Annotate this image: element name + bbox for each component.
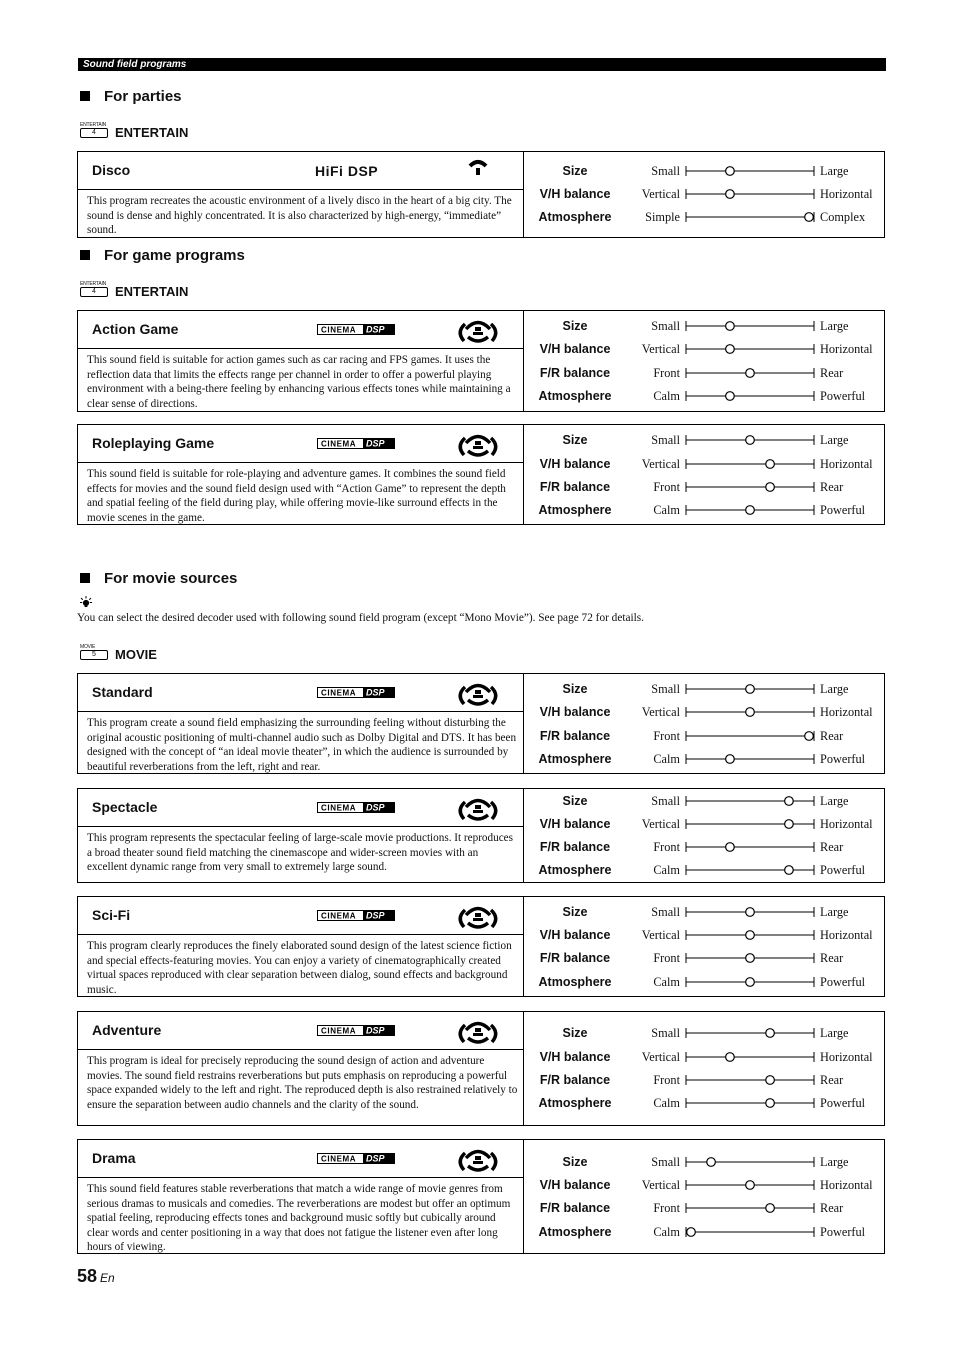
svg-text:CINEMA: CINEMA xyxy=(321,1026,357,1036)
parameter-row xyxy=(524,363,886,383)
scale-high-label: Rear xyxy=(820,480,844,494)
parameter-row xyxy=(524,207,886,227)
scale-high-label: Large xyxy=(820,1026,849,1040)
scale-high-label: Powerful xyxy=(820,1096,866,1110)
slider-knob xyxy=(766,1099,775,1108)
parameter-label: Size xyxy=(562,164,588,178)
slider-scale xyxy=(684,389,816,403)
program-info xyxy=(78,1140,524,1253)
scale-low-label: Vertical xyxy=(641,705,680,719)
slider-knob xyxy=(746,954,755,963)
scale-high-label: Large xyxy=(820,433,849,447)
scale-high-label: Rear xyxy=(820,729,844,743)
slider-knob xyxy=(785,820,794,829)
parameter-label: V/H balance xyxy=(539,1050,611,1064)
slider-scale xyxy=(684,1073,816,1087)
svg-text:DSP: DSP xyxy=(366,1025,385,1036)
program-info xyxy=(78,789,524,882)
scale-low-label: Vertical xyxy=(641,187,680,201)
svg-text:DSP: DSP xyxy=(366,438,385,449)
parameter-label: Size xyxy=(562,1155,588,1169)
slider-knob xyxy=(805,732,814,741)
parameter-row xyxy=(524,386,886,406)
program-title: Adventure xyxy=(92,1022,162,1038)
slider-scale xyxy=(684,1155,816,1169)
scale-low-label: Vertical xyxy=(641,1178,680,1192)
slider-knob xyxy=(726,167,735,176)
parameter-label: Atmosphere xyxy=(538,975,612,989)
parameter-row xyxy=(524,948,886,968)
parameter-label: Size xyxy=(562,433,588,447)
slider-scale xyxy=(684,164,816,178)
program-title: Drama xyxy=(92,1150,136,1166)
mode-key-icon: 4 xyxy=(80,287,108,297)
slider-scale xyxy=(684,705,816,719)
parameter-label: V/H balance xyxy=(539,928,611,942)
mode-small-label: ENTERTAIN xyxy=(80,281,107,287)
parameter-label: F/R balance xyxy=(539,1073,611,1087)
slider-scale xyxy=(684,503,816,517)
program-title-row xyxy=(78,1140,523,1178)
mode-key-icon: 5 xyxy=(80,650,108,660)
parameter-row xyxy=(524,702,886,722)
scale-low-label: Small xyxy=(651,905,680,919)
mode-small-label: ENTERTAIN xyxy=(80,122,107,128)
slider-knob xyxy=(766,1076,775,1085)
scale-high-label: Large xyxy=(820,1155,849,1169)
slider-scale xyxy=(684,1050,816,1064)
parameter-row xyxy=(524,791,886,811)
mode-name: ENTERTAIN xyxy=(115,125,189,140)
scale-high-label: Powerful xyxy=(820,975,866,989)
parameter-label: Atmosphere xyxy=(538,389,612,403)
program-info xyxy=(78,674,524,773)
program-title-row xyxy=(78,674,523,712)
program-description: This program represents the spectacular feeling of large-scale movie productions. It reproduces a broad theater sound field matching the cinemascope and wider-screen movies with an excellent dynamic range from very small to extremely large sound. xyxy=(87,832,513,874)
parameter-row xyxy=(524,860,886,880)
cinema-dsp-logo xyxy=(317,687,395,698)
slider-scale xyxy=(684,951,816,965)
mode-small-label: MOVIE xyxy=(80,644,96,650)
slider-scale xyxy=(684,905,816,919)
scale-high-label: Large xyxy=(820,794,849,808)
program-description: This program create a sound field emphasizing the surrounding feeling without disturbing the original acoustic positioning of multi-channel audio such as Dolby Digital and DTS. It has been designed with the concept of “an ideal movie theater”, in which the audience is surrounded by beautiful reverberations from the left, right and rear. xyxy=(87,717,517,773)
slider-knob xyxy=(726,392,735,401)
svg-text:CINEMA: CINEMA xyxy=(321,325,357,335)
program-title: Standard xyxy=(92,684,153,700)
parameter-row xyxy=(524,161,886,181)
program-title-row xyxy=(78,152,523,190)
mode-name: ENTERTAIN xyxy=(115,284,189,299)
program-title-row xyxy=(78,425,523,463)
parameter-label: Size xyxy=(562,319,588,333)
parameter-row xyxy=(524,837,886,857)
program-description: This program clearly reproduces the finely elaborated sound design of the latest science fiction and special effects-featuring movies. You can enjoy a variety of cinematographically created virtual spaces reproduced with clear separation between dialog, sound effects and background music. xyxy=(87,940,512,996)
slider-knob xyxy=(766,460,775,469)
program-box xyxy=(77,424,885,525)
slider-knob xyxy=(766,483,775,492)
svg-text:DSP: DSP xyxy=(366,324,385,335)
scale-low-label: Front xyxy=(653,366,680,380)
svg-text:CINEMA: CINEMA xyxy=(321,1154,357,1164)
parameter-label: F/R balance xyxy=(539,366,611,380)
slider-scale xyxy=(684,840,816,854)
parameter-label: Atmosphere xyxy=(538,503,612,517)
scale-low-label: Calm xyxy=(653,1096,680,1110)
program-info xyxy=(78,152,524,237)
svg-text:DSP: DSP xyxy=(366,687,385,698)
parameter-row xyxy=(524,925,886,945)
parameter-label: V/H balance xyxy=(539,342,611,356)
program-box xyxy=(77,151,885,238)
scale-low-label: Front xyxy=(653,480,680,494)
scale-high-label: Horizontal xyxy=(820,705,873,719)
slider-knob xyxy=(785,797,794,806)
slider-scale xyxy=(684,682,816,696)
program-title-row xyxy=(78,1012,523,1050)
parameter-row xyxy=(524,316,886,336)
parameter-row xyxy=(524,1152,886,1172)
slider-knob xyxy=(766,1204,775,1213)
slider-scale xyxy=(684,863,816,877)
cinema-dsp-logo xyxy=(317,1025,395,1036)
surround-field-icon xyxy=(456,317,500,345)
square-bullet-icon xyxy=(80,91,90,101)
parameter-row xyxy=(524,1198,886,1218)
scale-low-label: Small xyxy=(651,794,680,808)
scale-low-label: Small xyxy=(651,1155,680,1169)
program-title: Spectacle xyxy=(92,799,158,815)
scale-low-label: Front xyxy=(653,1073,680,1087)
svg-text:CINEMA: CINEMA xyxy=(321,803,357,813)
slider-scale xyxy=(684,366,816,380)
scale-high-label: Horizontal xyxy=(820,342,873,356)
parameter-label: F/R balance xyxy=(539,1201,611,1215)
section-tab xyxy=(78,58,886,71)
parameter-row xyxy=(524,339,886,359)
scale-low-label: Small xyxy=(651,682,680,696)
svg-text:DSP: DSP xyxy=(366,802,385,813)
scale-high-label: Powerful xyxy=(820,752,866,766)
scale-high-label: Large xyxy=(820,164,849,178)
slider-scale xyxy=(684,319,816,333)
parameter-label: V/H balance xyxy=(539,705,611,719)
parameter-label: F/R balance xyxy=(539,951,611,965)
svg-text:CINEMA: CINEMA xyxy=(321,911,357,921)
parameter-label: Atmosphere xyxy=(538,752,612,766)
parameter-label: Atmosphere xyxy=(538,863,612,877)
parameter-label: Atmosphere xyxy=(538,1096,612,1110)
program-box xyxy=(77,310,885,412)
program-title-row xyxy=(78,311,523,349)
program-title: Roleplaying Game xyxy=(92,435,215,451)
parameter-row xyxy=(524,749,886,769)
scale-low-label: Calm xyxy=(653,503,680,517)
parameter-row xyxy=(524,726,886,746)
parameter-row xyxy=(524,1070,886,1090)
slider-knob xyxy=(726,755,735,764)
front-field-icon xyxy=(456,158,500,186)
parameter-row xyxy=(524,1093,886,1113)
surround-field-icon xyxy=(456,431,500,459)
slider-knob xyxy=(726,190,735,199)
scale-high-label: Powerful xyxy=(820,1225,866,1239)
program-box xyxy=(77,673,885,774)
scale-low-label: Calm xyxy=(653,975,680,989)
slider-knob xyxy=(785,866,794,875)
slider-scale xyxy=(684,928,816,942)
slider-scale xyxy=(684,1225,816,1239)
scale-high-label: Powerful xyxy=(820,389,866,403)
parameter-row xyxy=(524,430,886,450)
slider-scale xyxy=(684,1201,816,1215)
parameter-label: V/H balance xyxy=(539,1178,611,1192)
section-heading-games: For game programs xyxy=(80,247,245,264)
program-info xyxy=(78,897,524,996)
scale-low-label: Small xyxy=(651,164,680,178)
slider-knob xyxy=(726,345,735,354)
program-title-row xyxy=(78,789,523,827)
scale-low-label: Vertical xyxy=(641,457,680,471)
scale-low-label: Calm xyxy=(653,389,680,403)
slider-knob xyxy=(726,322,735,331)
scale-high-label: Horizontal xyxy=(820,187,873,201)
program-box xyxy=(77,1011,885,1126)
scale-high-label: Rear xyxy=(820,366,844,380)
scale-low-label: Vertical xyxy=(641,342,680,356)
scale-low-label: Vertical xyxy=(641,1050,680,1064)
surround-field-icon xyxy=(456,903,500,931)
parameter-row xyxy=(524,454,886,474)
scale-high-label: Rear xyxy=(820,1201,844,1215)
scale-low-label: Front xyxy=(653,840,680,854)
scale-high-label: Rear xyxy=(820,1073,844,1087)
slider-knob xyxy=(746,436,755,445)
scale-low-label: Calm xyxy=(653,863,680,877)
parameter-label: Size xyxy=(562,1026,588,1040)
cinema-dsp-logo xyxy=(317,438,395,449)
parameter-label: Size xyxy=(562,682,588,696)
slider-scale xyxy=(684,752,816,766)
slider-knob xyxy=(746,685,755,694)
program-info xyxy=(78,311,524,411)
scale-low-label: Calm xyxy=(653,1225,680,1239)
slider-knob xyxy=(687,1228,696,1237)
scale-high-label: Large xyxy=(820,682,849,696)
mode-key-icon: 4 xyxy=(80,128,108,138)
scale-low-label: Small xyxy=(651,433,680,447)
scale-low-label: Front xyxy=(653,729,680,743)
program-description: This program recreates the acoustic environment of a lively disco in the heart of a big city. The sound is dense and highly concentrated. It is also characterized by high-energy, “immediate” sound. xyxy=(87,195,512,237)
scale-low-label: Calm xyxy=(653,752,680,766)
program-description: This sound field is suitable for role-playing and adventure games. It combines the sound field effects for movies and the sound field design used with “Action Game” to represent the depth and spatial feeling of the field during play, while offering movie-like surround effects in the movie scenes in the game. xyxy=(87,468,506,524)
scale-high-label: Powerful xyxy=(820,863,866,877)
program-title-row xyxy=(78,897,523,935)
slider-knob xyxy=(726,1053,735,1062)
note-text: You can select the desired decoder used with following sound field program (except “Mono Movie”). See page 72 for details. xyxy=(77,612,644,624)
page-number: 58 En xyxy=(77,1266,115,1286)
program-box xyxy=(77,896,885,997)
slider-scale xyxy=(684,817,816,831)
section-heading-parties: For parties xyxy=(80,88,182,105)
program-description: This sound field is suitable for action games such as car racing and FPS games. It uses the reflection data that limits the effects range per channel in order to offer a powerful playing environment with a being-there feeling by enhancing various effects tones while maintaining a clear sense of directions. xyxy=(87,354,511,410)
parameter-row xyxy=(524,972,886,992)
scale-low-label: Front xyxy=(653,1201,680,1215)
parameter-label: F/R balance xyxy=(539,840,611,854)
parameter-row xyxy=(524,1222,886,1242)
mode-name: MOVIE xyxy=(115,647,157,662)
parameter-label: V/H balance xyxy=(539,817,611,831)
scale-high-label: Horizontal xyxy=(820,928,873,942)
scale-high-label: Large xyxy=(820,905,849,919)
slider-knob xyxy=(746,908,755,917)
surround-field-icon xyxy=(456,1018,500,1046)
parameter-row xyxy=(524,1023,886,1043)
parameter-row xyxy=(524,902,886,922)
program-description: This program is ideal for precisely reproducing the sound design of action and adventure movies. The sound field restrains reverberations but puts emphasis on reproducing a powerful space expanded widely to the left and right. The reproduced depth is also restrained relatively to ensure the separation between audio channels and the clarity of the sound. xyxy=(87,1055,518,1111)
square-bullet-icon xyxy=(80,573,90,583)
surround-field-icon xyxy=(456,1146,500,1174)
scale-high-label: Horizontal xyxy=(820,1050,873,1064)
parameter-row xyxy=(524,477,886,497)
parameter-row xyxy=(524,500,886,520)
parameter-label: F/R balance xyxy=(539,729,611,743)
hifi-dsp-logo: HiFi DSP xyxy=(315,163,379,179)
program-info xyxy=(78,1012,524,1125)
slider-scale xyxy=(684,1178,816,1192)
scale-high-label: Horizontal xyxy=(820,457,873,471)
scale-high-label: Rear xyxy=(820,840,844,854)
scale-low-label: Small xyxy=(651,319,680,333)
parameter-label: Size xyxy=(562,794,588,808)
scale-high-label: Rear xyxy=(820,951,844,965)
parameter-label: V/H balance xyxy=(539,457,611,471)
slider-knob xyxy=(746,1181,755,1190)
slider-knob xyxy=(805,213,814,222)
slider-knob xyxy=(707,1158,716,1167)
scale-low-label: Front xyxy=(653,951,680,965)
parameter-label: Atmosphere xyxy=(538,1225,612,1239)
parameter-label: Size xyxy=(562,905,588,919)
program-box xyxy=(77,1139,885,1254)
slider-scale xyxy=(684,433,816,447)
scale-low-label: Small xyxy=(651,1026,680,1040)
section-heading-movies: For movie sources xyxy=(80,570,237,587)
slider-knob xyxy=(746,708,755,717)
cinema-dsp-logo xyxy=(317,802,395,813)
slider-scale xyxy=(684,1096,816,1110)
program-description: This sound field features stable reverberations that match a wide range of movie genres from serious dramas to musicals and comedies. The reverberations are modest but offer an optimum spatial feeling, reproducing effects tones and background music softly but cubically around clear words and center positioning in a way that does not fatigue the listener even after long hours of viewing. xyxy=(87,1183,511,1254)
cinema-dsp-logo xyxy=(317,1153,395,1164)
slider-scale xyxy=(684,975,816,989)
scale-low-label: Vertical xyxy=(641,817,680,831)
scale-high-label: Complex xyxy=(820,210,866,224)
scale-high-label: Horizontal xyxy=(820,817,873,831)
program-info xyxy=(78,425,524,524)
scale-low-label: Vertical xyxy=(641,928,680,942)
slider-scale xyxy=(684,480,816,494)
hint-icon xyxy=(80,596,92,608)
parameter-row xyxy=(524,679,886,699)
slider-scale xyxy=(684,210,816,224)
program-title: Disco xyxy=(92,162,131,178)
parameter-label: F/R balance xyxy=(539,480,611,494)
scale-high-label: Horizontal xyxy=(820,1178,873,1192)
scale-high-label: Large xyxy=(820,319,849,333)
program-box xyxy=(77,788,885,883)
surround-field-icon xyxy=(456,680,500,708)
program-title: Sci-Fi xyxy=(92,907,131,923)
parameter-row xyxy=(524,184,886,204)
parameter-row xyxy=(524,1175,886,1195)
slider-scale xyxy=(684,457,816,471)
slider-knob xyxy=(746,369,755,378)
cinema-dsp-logo xyxy=(317,910,395,921)
parameter-row xyxy=(524,814,886,834)
square-bullet-icon xyxy=(80,250,90,260)
section-tab-label: Sound field programs xyxy=(83,59,187,70)
scale-low-label: Simple xyxy=(645,210,680,224)
svg-text:DSP: DSP xyxy=(366,1153,385,1164)
surround-field-icon xyxy=(456,795,500,823)
parameter-label: V/H balance xyxy=(539,187,611,201)
program-title: Action Game xyxy=(92,321,179,337)
parameter-label: Atmosphere xyxy=(538,210,612,224)
svg-text:CINEMA: CINEMA xyxy=(321,439,357,449)
cinema-dsp-logo xyxy=(317,324,395,335)
slider-scale xyxy=(684,1026,816,1040)
slider-knob xyxy=(746,978,755,987)
slider-knob xyxy=(746,506,755,515)
parameter-row xyxy=(524,1047,886,1067)
slider-scale xyxy=(684,342,816,356)
slider-knob xyxy=(746,931,755,940)
scale-high-label: Powerful xyxy=(820,503,866,517)
slider-scale xyxy=(684,729,816,743)
slider-knob xyxy=(766,1029,775,1038)
svg-text:CINEMA: CINEMA xyxy=(321,688,357,698)
slider-scale xyxy=(684,187,816,201)
svg-text:DSP: DSP xyxy=(366,910,385,921)
slider-scale xyxy=(684,794,816,808)
slider-knob xyxy=(726,843,735,852)
